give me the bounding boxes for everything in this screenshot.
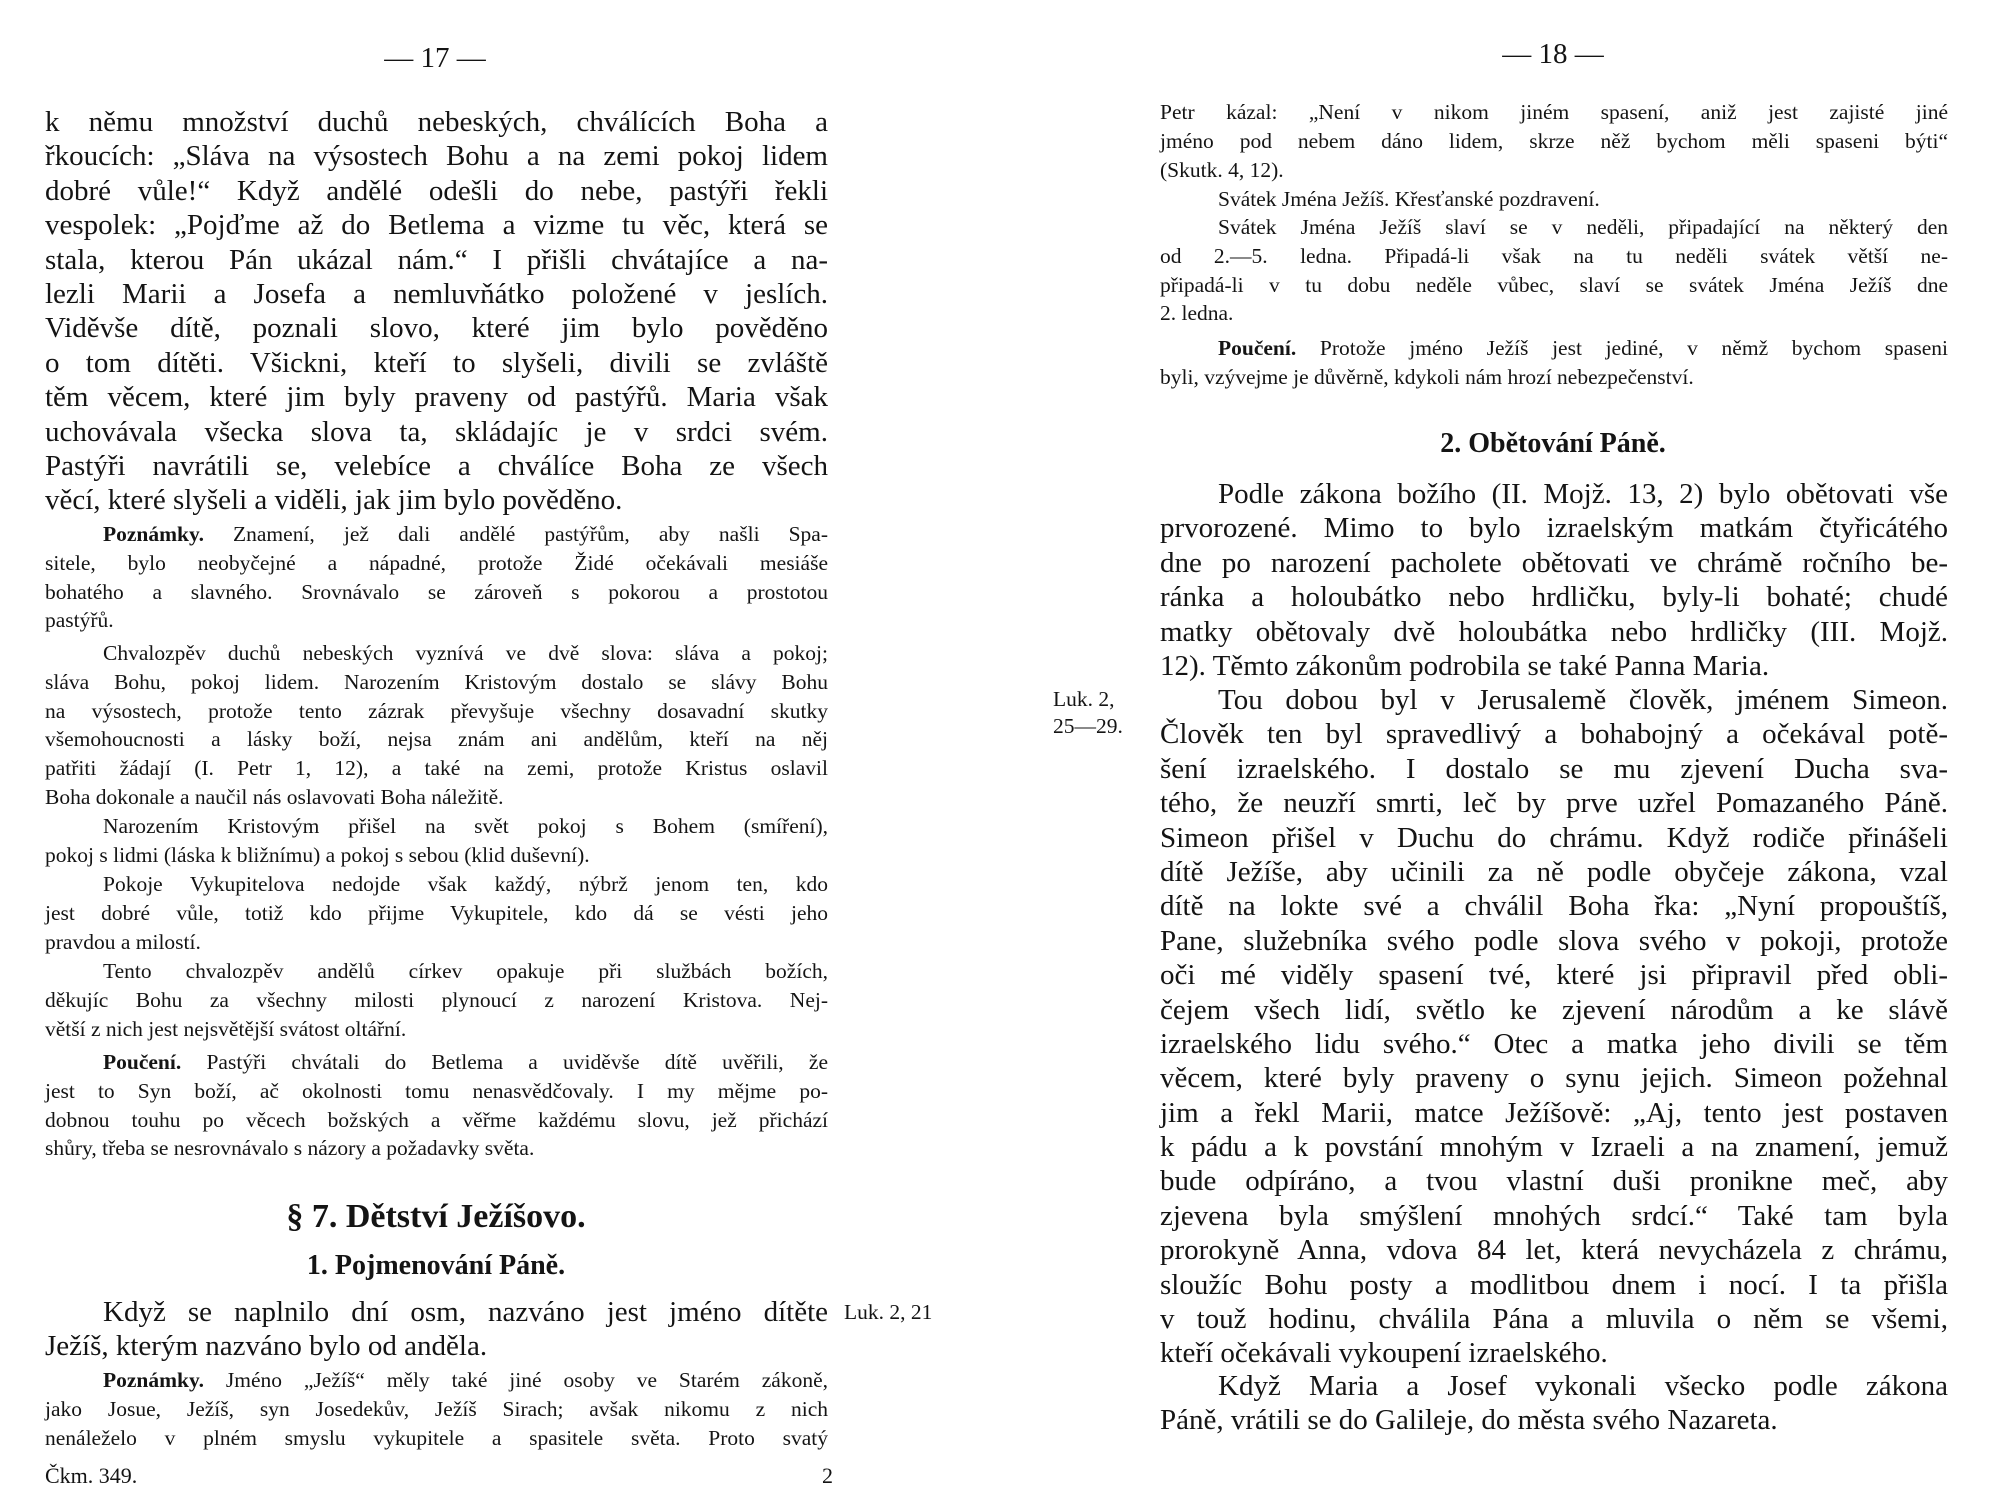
note-paragraph	[1160, 334, 1948, 392]
text-line: všemohoucnosti a lásky boží, nejsa znám ani andělům, kteří na něj	[45, 727, 828, 752]
text-line: Petr kázal: „Není v nikom jiném spasení, aniž jest zajisté jiné	[1160, 100, 1948, 124]
note-paragraph	[45, 520, 828, 635]
text-line: ránka a holoubátko nebo hrdličku, byly-li bohaté; chudé	[1160, 581, 1948, 614]
text-line: těm věcem, které jim byly praveny od pastýřů. Maria však	[45, 381, 828, 414]
text-line: dobnou touhu po věcech božských a věřme každému slovu, jež přichází	[45, 1107, 828, 1132]
text-line: Když se naplnilo dní osm, nazváno jest jméno dítěte	[103, 1296, 828, 1328]
text-line: Když Maria a Josef vykonali všecko podle zákona	[1218, 1370, 1948, 1402]
text-line: věcem, které byly praveny o synu jejich. Simeon požehnal	[1160, 1062, 1948, 1095]
text-line: dobré vůle!“ Když andělé odešli do nebe, pastýři řekli	[45, 174, 828, 207]
text-line: o tom dítěti. Všickni, kteří to slyšeli, divili se zvláště	[45, 346, 828, 379]
text-line: pastýřů.	[45, 608, 114, 633]
footer-sheet-number: 2	[822, 1463, 833, 1488]
text-line: Páně, vrátili se do Galileje, do města svého Nazareta.	[1160, 1404, 1778, 1437]
text-line: šení izraelského. I dostalo se mu zjevení Ducha sva-	[1160, 752, 1948, 785]
text-line: jest dobré vůle, totiž kdo přijme Vykupitele, kdo dá se vésti jeho	[45, 900, 828, 925]
text-line: prorokyně Anna, vdova 84 let, která nevycházela z chrámu,	[1160, 1234, 1948, 1267]
text-line: Poučení. Protože jméno Ježíš jest jediné, v němž bychom spaseni	[1218, 336, 1948, 360]
text-line: od 2.—5. ledna. Připadá-li však na tu neděli svátek větší ne-	[1160, 243, 1948, 268]
text-line: pravdou a milostí.	[45, 929, 201, 954]
text-line: tého, že neuzří smrti, leč by prve uzřel Pomazaného Páně.	[1160, 787, 1948, 820]
paragraph-main	[45, 105, 828, 518]
text-line: jako Josue, Ježíš, syn Josedekův, Ježíš Sirach; avšak nikomu z nich	[45, 1396, 828, 1421]
text-line: jméno pod nebem dáno lidem, skrze něž bychom měli spaseni býti“	[1160, 128, 1948, 153]
text-line: řkoucích: „Sláva na výsostech Bohu a na zemi pokoj lidem	[45, 140, 828, 173]
text-line: shůry, třeba se nesrovnávalo s názory a požadavky světa.	[45, 1136, 535, 1161]
paragraph-main	[1160, 683, 1948, 1371]
paragraph-main	[1160, 477, 1948, 683]
note-paragraph	[45, 1366, 828, 1452]
paragraph-main	[1160, 1369, 1948, 1438]
page-number-18: — 18 —	[1502, 38, 1604, 70]
text-line: Boha dokonale a naučil nás oslavovati Boha náležitě.	[45, 784, 504, 809]
note-paragraph	[1160, 98, 1948, 184]
text-line: stala, kterou Pán ukázal nám.“ I přišli chvátajíce a na-	[45, 243, 828, 276]
text-line: k pádu a k povstání mnohým v Izraeli a na znamení, jemuž	[1160, 1131, 1948, 1164]
text-line: Pastýři navrátili se, velebíce a chválíce Boha ze všech	[45, 449, 828, 482]
text-line: kteří očekávali vykoupení izraelského.	[1160, 1337, 1608, 1370]
note-paragraph	[45, 812, 828, 870]
text-line: vespolek: „Pojďme až do Betlema a vizme tu věc, která se	[45, 209, 828, 242]
note-paragraph	[1160, 213, 1948, 328]
text-line: izraelského lidu svého.“ Otec a matka jeho divili se těm	[1160, 1027, 1948, 1060]
text-line: bude odpíráno, a tvou vlastní duši pronikne meč, aby	[1160, 1165, 1948, 1198]
text-line: v touž hodinu, chválila Pána a mluvila o něm se všemi,	[1160, 1303, 1948, 1336]
text-line: lezli Marii a Josefa a nemluvňátko položené v jeslích.	[45, 277, 828, 310]
text-line: větší z nich jest nejsvětější svátost oltářní.	[45, 1016, 407, 1041]
text-line: sloužíc Bohu posty a modlitbou dnem i nocí. I ta přišla	[1160, 1268, 1948, 1301]
text-line: sitele, bylo neobyčejné a nápadné, protože Židé očekávali mesiáše	[45, 550, 828, 575]
text-line: Poznámky. Jméno „Ježíš“ měly také jiné osoby ve Starém zákoně,	[103, 1368, 828, 1392]
note-paragraph	[45, 957, 828, 1043]
text-line: Tou dobou byl v Jerusalemě člověk, jménem Simeon.	[1218, 684, 1948, 716]
text-line: Poznámky. Znamení, jež dali andělé pastýřům, aby našli Spa-	[103, 522, 828, 546]
text-line: dítě Ježíše, aby učinili za ně podle obyčeje zákona, vzal	[1160, 855, 1948, 888]
text-line: Viděvše dítě, poznali slovo, které jim bylo pověděno	[45, 312, 828, 345]
text-line: čejem všech lidí, světlo ke zjevení národům a ke slávě	[1160, 993, 1948, 1026]
text-line: dítě na lokte své a chválil Boha řka: „Nyní propouštíš,	[1160, 890, 1948, 923]
text-line: patřiti žádají (I. Petr 1, 12), a také na zemi, protože Kristus oslavil	[45, 756, 828, 781]
text-line: Tento chvalozpěv andělů církev opakuje při službách božích,	[103, 959, 828, 983]
text-line: děkujíc Bohu za všechny milosti plynoucí z narození Kristova. Nej-	[45, 987, 828, 1012]
text-line: Pane, služebníka svého podle slova svého v pokoji, protože	[1160, 924, 1948, 957]
text-line: bohatého a slavného. Srovnávalo se zároveň s pokorou a prostotou	[45, 579, 828, 604]
text-line: byli, vzývejme je důvěrně, kdykoli nám hrozí nebezpečenství.	[1160, 364, 1694, 389]
text-line: 12). Těmto zákonům podrobila se také Panna Maria.	[1160, 649, 1770, 682]
footer-signature: Čkm. 349.	[45, 1463, 138, 1488]
text-line: oči mé viděly spasení tvé, které jsi připravil před obli-	[1160, 959, 1948, 992]
note-paragraph	[45, 870, 828, 956]
text-line: dne po narození pacholete obětovati ve chrámě ročního be-	[1160, 546, 1948, 579]
note-paragraph	[45, 1048, 828, 1163]
text-line: jest to Syn boží, ač okolnosti tomu nenasvědčovaly. I my mějme po-	[45, 1078, 828, 1103]
section-heading: § 7. Dětství Ježíšovo.	[286, 1198, 586, 1235]
text-line: pokoj s lidmi (láska k bližnímu) a pokoj s sebou (klid duševní).	[45, 842, 590, 867]
text-line: sláva Bohu, pokoj lidem. Narozením Kristovým dostalo se slávy Bohu	[45, 669, 828, 694]
lead-word: Poznámky.	[103, 522, 204, 546]
text-line: Svátek Jména Ježíš slaví se v neděli, připadající na některý den	[1218, 215, 1948, 239]
text-line: připadá-li v tu dobu neděle vůbec, slaví se svátek Jména Ježíš dne	[1160, 272, 1948, 297]
paragraph-main	[45, 1295, 828, 1364]
text-line: na výsostech, protože tento zázrak převyšuje všechny dosavadní skutky	[45, 698, 828, 723]
lead-word: Poučení.	[103, 1050, 182, 1074]
text-line: Podle zákona božího (II. Mojž. 13, 2) bylo obětovati vše	[1218, 478, 1948, 510]
margin-reference	[1053, 686, 1123, 740]
text-line: Pokoje Vykupitelova nedojde však každý, nýbrž jenom ten, kdo	[103, 872, 828, 896]
text-line: zjevena byla smýšlení mnohých srdcí.“ Také tam byla	[1160, 1199, 1948, 1232]
margin-reference-line: 25—29.	[1053, 714, 1123, 738]
text-line: (Skutk. 4, 12).	[1160, 157, 1284, 182]
subheading: 2. Obětování Páně.	[1440, 428, 1666, 459]
text-line: Ježíš, kterým nazváno bylo od anděla.	[45, 1330, 488, 1363]
text-line: Chvalozpěv duchů nebeských vyznívá ve dvě slova: sláva a pokoj;	[103, 641, 828, 665]
note-paragraph	[45, 639, 828, 812]
lead-word: Poznámky.	[103, 1368, 204, 1392]
note-heading	[1160, 185, 1948, 214]
text-line: Simeon přišel v Duchu do chrámu. Když rodiče přinášeli	[1160, 821, 1948, 854]
margin-reference: Luk. 2, 21	[844, 1300, 933, 1324]
text-line: Člověk ten byl spravedlivý a bohabojný a očekával potě-	[1160, 718, 1948, 751]
text-line: 2. ledna.	[1160, 301, 1234, 326]
text-line: jim a řekl Marii, matce Ježíšově: „Aj, tento jest postaven	[1160, 1096, 1948, 1129]
margin-reference-line: Luk. 2,	[1053, 687, 1115, 711]
text-line: k němu množství duchů nebeských, chválících Boha a	[45, 106, 828, 138]
text-line: uchovávala všecka slova ta, skládajíc je v srdci svém.	[45, 415, 828, 448]
page-number-17: — 17 —	[384, 42, 486, 74]
subheading: 1. Pojmenování Páně.	[306, 1250, 566, 1281]
text-line: věcí, které slyšeli a viděli, jak jim bylo pověděno.	[45, 484, 623, 517]
text-line: nenáleželo v plném smyslu vykupitele a spasitele světa. Proto svatý	[45, 1425, 828, 1450]
text-line: Svátek Jména Ježíš. Křesťanské pozdravení.	[1218, 187, 1600, 211]
text-line: prvorozené. Mimo to bylo izraelským matkám čtyřicátého	[1160, 512, 1948, 545]
text-line: Poučení. Pastýři chvátali do Betlema a uviděvše dítě uvěřili, že	[103, 1050, 828, 1074]
text-line: Narozením Kristovým přišel na svět pokoj s Bohem (smíření),	[103, 814, 828, 838]
lead-word: Poučení.	[1218, 336, 1297, 360]
text-line: matky obětovaly dvě holoubátka nebo hrdličky (III. Mojž.	[1160, 615, 1948, 648]
